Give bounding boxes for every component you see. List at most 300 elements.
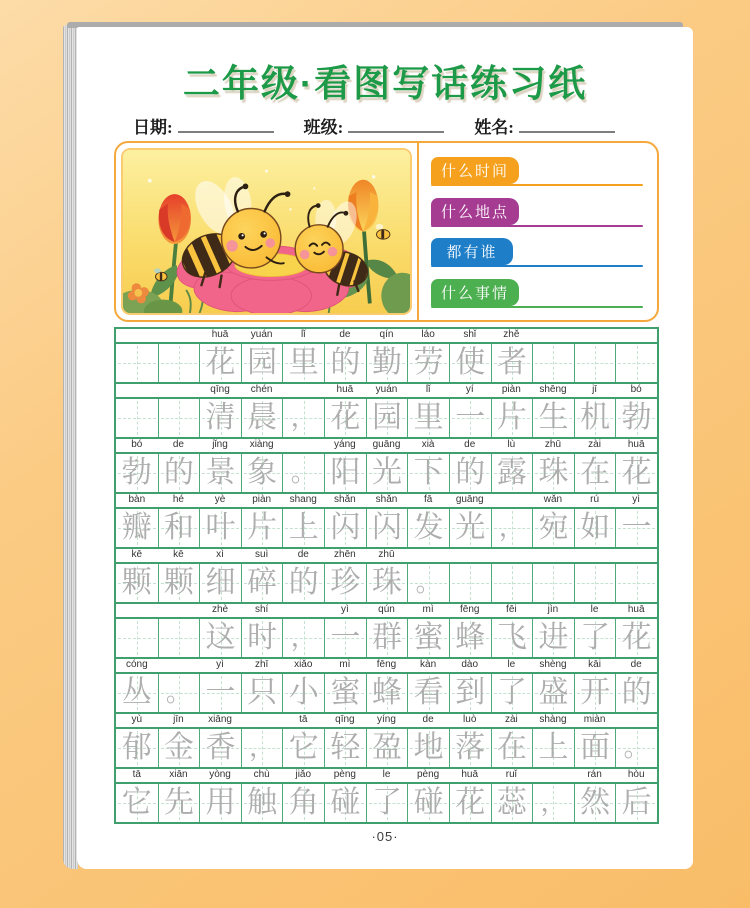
trace-character: 盛 [538,676,569,709]
pinyin-cell: yì [216,659,224,670]
pinyin-cell [491,549,533,562]
picture-panel [116,143,419,320]
grid-row-9 [116,767,657,822]
pinyin-cell [158,659,200,672]
trace-character: 郁 [121,731,152,764]
character-cell [282,509,324,547]
character-cell [241,619,283,657]
pinyin-cell: fēng [376,659,397,670]
character-cell [366,399,408,437]
pinyin-cell: fēng [459,604,480,615]
grid-row-6 [116,602,657,657]
trace-character: 了 [371,786,402,819]
trace-character: 蕊 [496,786,527,819]
trace-character: 清 [205,401,236,434]
pinyin-cell: huā [461,769,479,780]
pinyin-cell [241,714,283,727]
character-cell [158,344,200,382]
pinyin-cell: jǐng [212,439,228,450]
pinyin-cell: lù [507,439,516,450]
trace-character: 花 [205,346,236,379]
trace-character: 露 [496,456,527,489]
pinyin-cell [532,329,574,342]
character-cell [116,784,158,822]
character-cell [449,729,491,767]
prompt-event-tab: 什么事情 [431,279,519,306]
trace-character: 碰 [413,786,444,819]
pinyin-cell: yí [465,384,474,395]
pinyin-cell [116,604,158,617]
pinyin-cell: shang [289,494,317,505]
character-cell [615,399,657,437]
trace-character: 使 [455,346,486,379]
pinyin-cell [532,549,574,562]
pinyin-cell: de [172,439,184,450]
trace-character: 进 [538,621,569,654]
pinyin-cell: rán [587,769,602,780]
grid-row-3 [116,437,657,492]
trace-character: 和 [163,511,194,544]
character-cell [324,509,366,547]
pinyin-cell: piàn [252,494,272,505]
prompt-who [431,234,643,267]
pinyin-cell: xià [421,439,435,450]
trace-character: 闪 [371,511,402,544]
character-cell [449,674,491,712]
trace-character: 一 [455,401,486,434]
pinyin-cell: shí [254,604,269,615]
character-cell [199,564,241,602]
character-cell [615,784,657,822]
trace-character: 晨 [247,401,278,434]
trace-character: 一 [621,511,652,544]
pinyin-cell: fā [423,494,433,505]
pinyin-cell: dào [461,659,479,670]
trace-character: 飞 [496,621,527,654]
trace-character: 瓣 [121,511,152,544]
pinyin-cell: yíng [377,714,396,725]
pinyin-cell [615,549,657,562]
character-cell [116,344,158,382]
pinyin-cell: de [630,659,642,670]
pinyin-cell: yuán [375,384,398,395]
character-cell [449,509,491,547]
pinyin-cell: le [382,769,391,780]
prompt-place-answer-line [431,225,643,227]
character-cell [407,619,449,657]
character-cell [366,454,408,492]
character-cell [491,619,533,657]
character-cell [491,784,533,822]
pinyin-cell: guāng [372,439,401,450]
pinyin-cell [282,604,324,617]
pinyin-cell: zhī [254,659,269,670]
writing-grid [114,327,659,824]
trace-character: 它 [288,731,319,764]
pinyin-row [116,439,657,454]
character-cell [491,674,533,712]
trace-character: 盈 [371,731,402,764]
character-cell [532,509,574,547]
character-cell [615,454,657,492]
character-cell [116,729,158,767]
name-field [474,113,615,138]
character-cell [199,344,241,382]
character-cell [241,784,283,822]
pinyin-cell: rú [590,494,600,505]
trace-character: 机 [580,401,611,434]
pinyin-cell: xiǎo [294,659,313,670]
trace-character: 群 [371,621,402,654]
trace-character: 花 [621,456,652,489]
header-fields [133,113,615,138]
character-cell [532,674,574,712]
pinyin-cell: zài [588,439,601,450]
pinyin-cell: láo [421,329,435,340]
grid-row-8 [116,712,657,767]
character-cell [366,344,408,382]
character-cell [407,399,449,437]
pinyin-cell: pèng [333,769,356,780]
character-cell [449,344,491,382]
class-label: 班级: [303,118,344,137]
pinyin-cell: le [590,604,599,615]
character-cell [282,619,324,657]
pinyin-cell: xiāng [208,714,232,725]
grid-row-4 [116,492,657,547]
character-cell [366,509,408,547]
character-cell [282,454,324,492]
character-cell [324,729,366,767]
character-cell [241,729,283,767]
trace-character: 劳 [413,346,444,379]
trace-character: 叶 [205,511,236,544]
character-cell [491,399,533,437]
trace-character: 象 [247,456,278,489]
character-cell [532,784,574,822]
trace-character: 里 [288,346,319,379]
trace-character: 。 [165,678,192,707]
prompt-event [431,275,643,308]
pinyin-cell: yuán [250,329,273,340]
character-cell [449,399,491,437]
trace-character: 金 [163,731,194,764]
pinyin-cell: de [339,329,351,340]
trace-character: 蜜 [330,676,361,709]
trace-character: 在 [496,731,527,764]
character-cell [615,729,657,767]
pinyin-cell: fēi [506,604,517,615]
pinyin-row [116,714,657,729]
bees-flower-illustration [123,150,410,313]
trace-character: 的 [163,456,194,489]
prompt-time [431,153,643,186]
pinyin-row [116,659,657,674]
trace-character: 面 [580,731,611,764]
pinyin-cell: yù [131,714,143,725]
prompts-panel [419,143,657,320]
trace-character: 然 [580,786,611,819]
trace-character: 颗 [163,566,194,599]
character-cell [574,674,616,712]
pinyin-cell: kē [173,549,184,560]
trace-character: 地 [413,731,444,764]
page-title: 二年级·看图写话练习纸 [182,63,588,104]
pinyin-cell: miàn [583,714,606,725]
character-cell [241,674,283,712]
character-cell [158,619,200,657]
pinyin-cell: zhū [378,549,395,560]
pinyin-cell: qín [379,329,394,340]
character-cell [407,784,449,822]
trace-character: 宛 [538,511,569,544]
character-cell [574,454,616,492]
character-cell [574,399,616,437]
character-cell [574,729,616,767]
pinyin-cell: xì [216,549,224,560]
character-cell [615,509,657,547]
character-cell [407,729,449,767]
trace-character: 轻 [330,731,361,764]
trace-character: ， [540,788,567,817]
character-cell [158,509,200,547]
pinyin-cell [116,329,158,342]
character-cell [491,454,533,492]
character-cell [282,564,324,602]
pinyin-cell [449,549,491,562]
trace-character: 看 [413,676,444,709]
character-cell [116,619,158,657]
pinyin-cell: chén [250,384,273,395]
trace-character: 落 [455,731,486,764]
trace-character: ， [290,623,317,652]
character-row [116,564,657,602]
trace-character: 。 [415,568,442,597]
trace-character: 里 [413,401,444,434]
trace-character: 花 [621,621,652,654]
character-cell [366,619,408,657]
pinyin-cell: lǐ [301,329,306,340]
pinyin-row [116,329,657,344]
trace-character: 的 [330,346,361,379]
character-cell [407,674,449,712]
character-cell [491,564,533,602]
trace-character: 了 [580,621,611,654]
character-row [116,399,657,437]
character-cell [407,344,449,382]
pinyin-cell [532,769,574,782]
pinyin-cell: ruǐ [505,769,517,780]
name-label: 姓名: [474,118,514,137]
pinyin-cell: bó [630,384,642,395]
trace-character: 开 [580,676,611,709]
character-cell [532,564,574,602]
pinyin-cell: xiān [169,769,188,780]
class-field [304,113,445,138]
trace-character: 片 [247,511,278,544]
character-cell [449,784,491,822]
trace-character: 花 [455,786,486,819]
character-cell [615,674,657,712]
trace-character: 珠 [538,456,569,489]
character-cell [491,729,533,767]
pinyin-cell: shēng [539,384,567,395]
pinyin-cell: yì [340,604,349,615]
trace-character: 光 [371,456,402,489]
pinyin-cell [158,329,200,342]
pinyin-cell: huā [336,384,354,395]
character-cell [324,674,366,712]
character-cell [324,399,366,437]
character-cell [574,784,616,822]
character-cell [116,399,158,437]
trace-character: 。 [623,733,650,762]
character-cell [199,454,241,492]
pinyin-cell [407,549,449,562]
character-row [116,784,657,822]
trace-character: 的 [621,676,652,709]
prompt-time-answer-line [431,184,643,186]
character-cell [158,729,200,767]
pinyin-cell: guāng [455,494,484,505]
pinyin-row [116,494,657,509]
trace-character: 发 [413,511,444,544]
trace-character: 上 [288,511,319,544]
character-cell [574,344,616,382]
workbook [63,22,693,869]
pinyin-cell: zhū [544,439,562,450]
trace-character: 花 [330,401,361,434]
trace-character: 如 [580,511,611,544]
character-cell [116,564,158,602]
pinyin-cell: chù [253,769,270,780]
pinyin-cell: tā [132,769,141,780]
pinyin-cell: luò [463,714,477,725]
trace-character: 的 [455,456,486,489]
grid-row-1 [116,329,657,382]
trace-character: 用 [205,786,236,819]
pinyin-cell: yáng [334,439,356,450]
character-cell [366,564,408,602]
pinyin-cell: bó [131,439,143,450]
pinyin-cell: jiǎo [295,769,312,780]
grid-row-2 [116,382,657,437]
pinyin-cell: kàn [420,659,437,670]
date-field [133,113,274,138]
pinyin-cell [615,329,657,342]
character-cell [241,344,283,382]
pinyin-cell: piàn [501,384,521,395]
trace-character: ， [498,513,525,542]
page-number: ·05· [371,829,399,844]
character-cell [241,454,283,492]
character-cell [532,399,574,437]
prompt-place [431,194,643,227]
pinyin-cell: hòu [627,769,645,780]
character-cell [407,509,449,547]
grid-row-5 [116,547,657,602]
trace-character: 者 [496,346,527,379]
character-cell [282,399,324,437]
character-cell [449,454,491,492]
date-label: 日期: [133,118,173,137]
character-cell [282,729,324,767]
pinyin-cell: zhēn [334,549,356,560]
trace-character: 这 [205,621,236,654]
character-cell [158,399,200,437]
pinyin-cell: shèng [539,659,567,670]
picture-frame [121,148,412,315]
trace-character: 一 [205,676,236,709]
trace-character: 光 [455,511,486,544]
pinyin-cell: qīng [210,384,230,395]
trace-character: 蜂 [371,676,402,709]
trace-character: 蜜 [413,621,444,654]
character-cell [574,564,616,602]
trace-character: 珠 [371,566,402,599]
character-cell [532,344,574,382]
name-underline [519,118,615,133]
character-cell [116,509,158,547]
trace-character: 的 [288,566,319,599]
pinyin-cell [158,604,200,617]
trace-character: 只 [247,676,278,709]
character-cell [199,399,241,437]
pinyin-cell: shǎn [334,494,356,505]
character-cell [532,619,574,657]
character-cell [282,344,324,382]
pinyin-cell: shàng [539,714,567,725]
character-row [116,509,657,547]
character-cell [199,729,241,767]
character-cell [282,674,324,712]
pinyin-cell: cóng [125,659,148,670]
pinyin-cell: qīng [335,714,355,725]
character-cell [324,344,366,382]
prompt-time-tab: 什么时间 [431,157,519,184]
trace-character: 阳 [330,456,361,489]
character-cell [241,509,283,547]
pinyin-cell: jī [592,384,598,395]
character-cell [241,399,283,437]
character-row [116,619,657,657]
trace-character: 香 [205,731,236,764]
trace-character: 蜂 [455,621,486,654]
character-cell [324,784,366,822]
pinyin-cell [158,384,200,397]
pinyin-cell: mì [422,604,434,615]
trace-character: 一 [330,621,361,654]
trace-character: 碎 [247,566,278,599]
character-cell [615,344,657,382]
character-cell [532,729,574,767]
trace-character: 颗 [121,566,152,599]
character-cell [116,674,158,712]
character-row [116,729,657,767]
trace-character: 小 [288,676,319,709]
trace-character: 园 [371,401,402,434]
pinyin-cell: hé [172,494,184,505]
character-cell [407,564,449,602]
pinyin-cell: huā [627,604,645,615]
trace-character: 片 [496,401,527,434]
character-cell [407,454,449,492]
grid-row-7 [116,657,657,712]
character-cell [158,564,200,602]
pinyin-cell [491,494,533,507]
trace-character: 它 [121,786,152,819]
character-cell [574,509,616,547]
